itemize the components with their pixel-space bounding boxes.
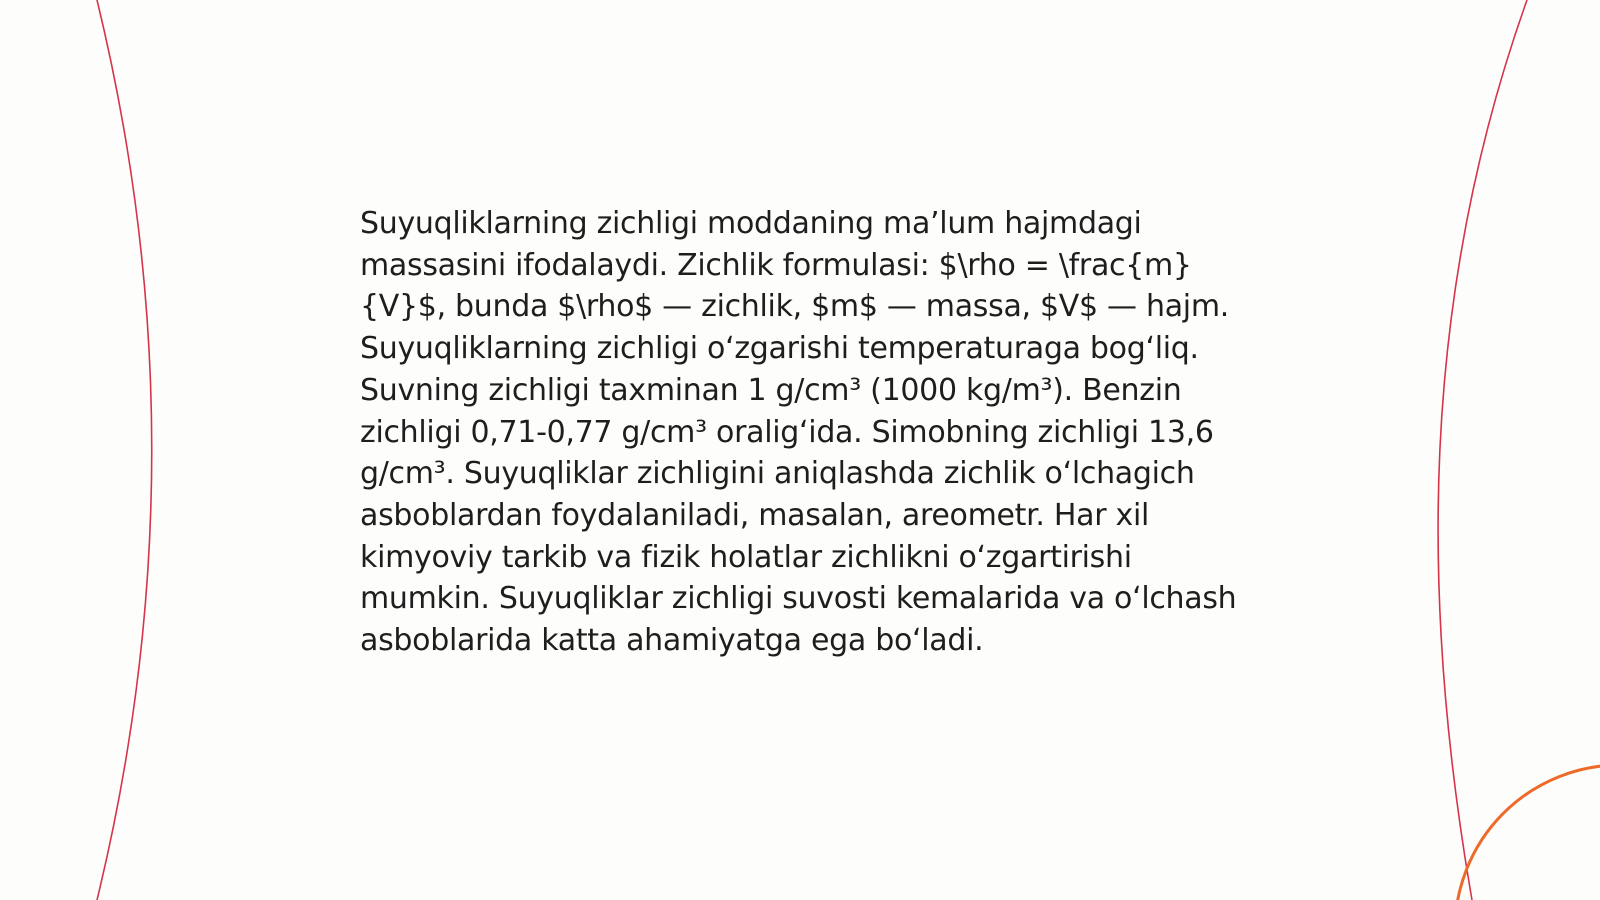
- right-arc-line: [1438, 0, 1527, 900]
- left-arc-line: [97, 0, 152, 900]
- body-paragraph: Suyuqliklarning zichligi moddaning ma’lum hajmdagi massasini ifodalaydi. Zichlik formulasi: $\rho = \frac{m}{V}$, bunda $\rho$ — zichlik, $m$ — massa, $V$ — hajm. Suyuqliklarning zichligi o‘zgarishi temperaturaga bog‘liq. Suvning zichligi taxminan 1 g/cm³ (1000 kg/m³). Benzin zichligi 0,71-0,77 g/cm³ oralig‘ida. Simobning zichligi 13,6 g/cm³. Suyuqliklar zichligini aniqlashda zichlik o‘lchagich asboblardan foydalaniladi, masalan, areometr. Har xil kimyoviy tarkib va fizik holatlar zichlikni o‘zgartirishi mumkin. Suyuqliklar zichligi suvosti kemalarida va o‘lchash asboblarida katta ahamiyatga ega bo‘ladi.: [360, 206, 1237, 659]
- orange-circle-outline: [1455, 765, 1600, 900]
